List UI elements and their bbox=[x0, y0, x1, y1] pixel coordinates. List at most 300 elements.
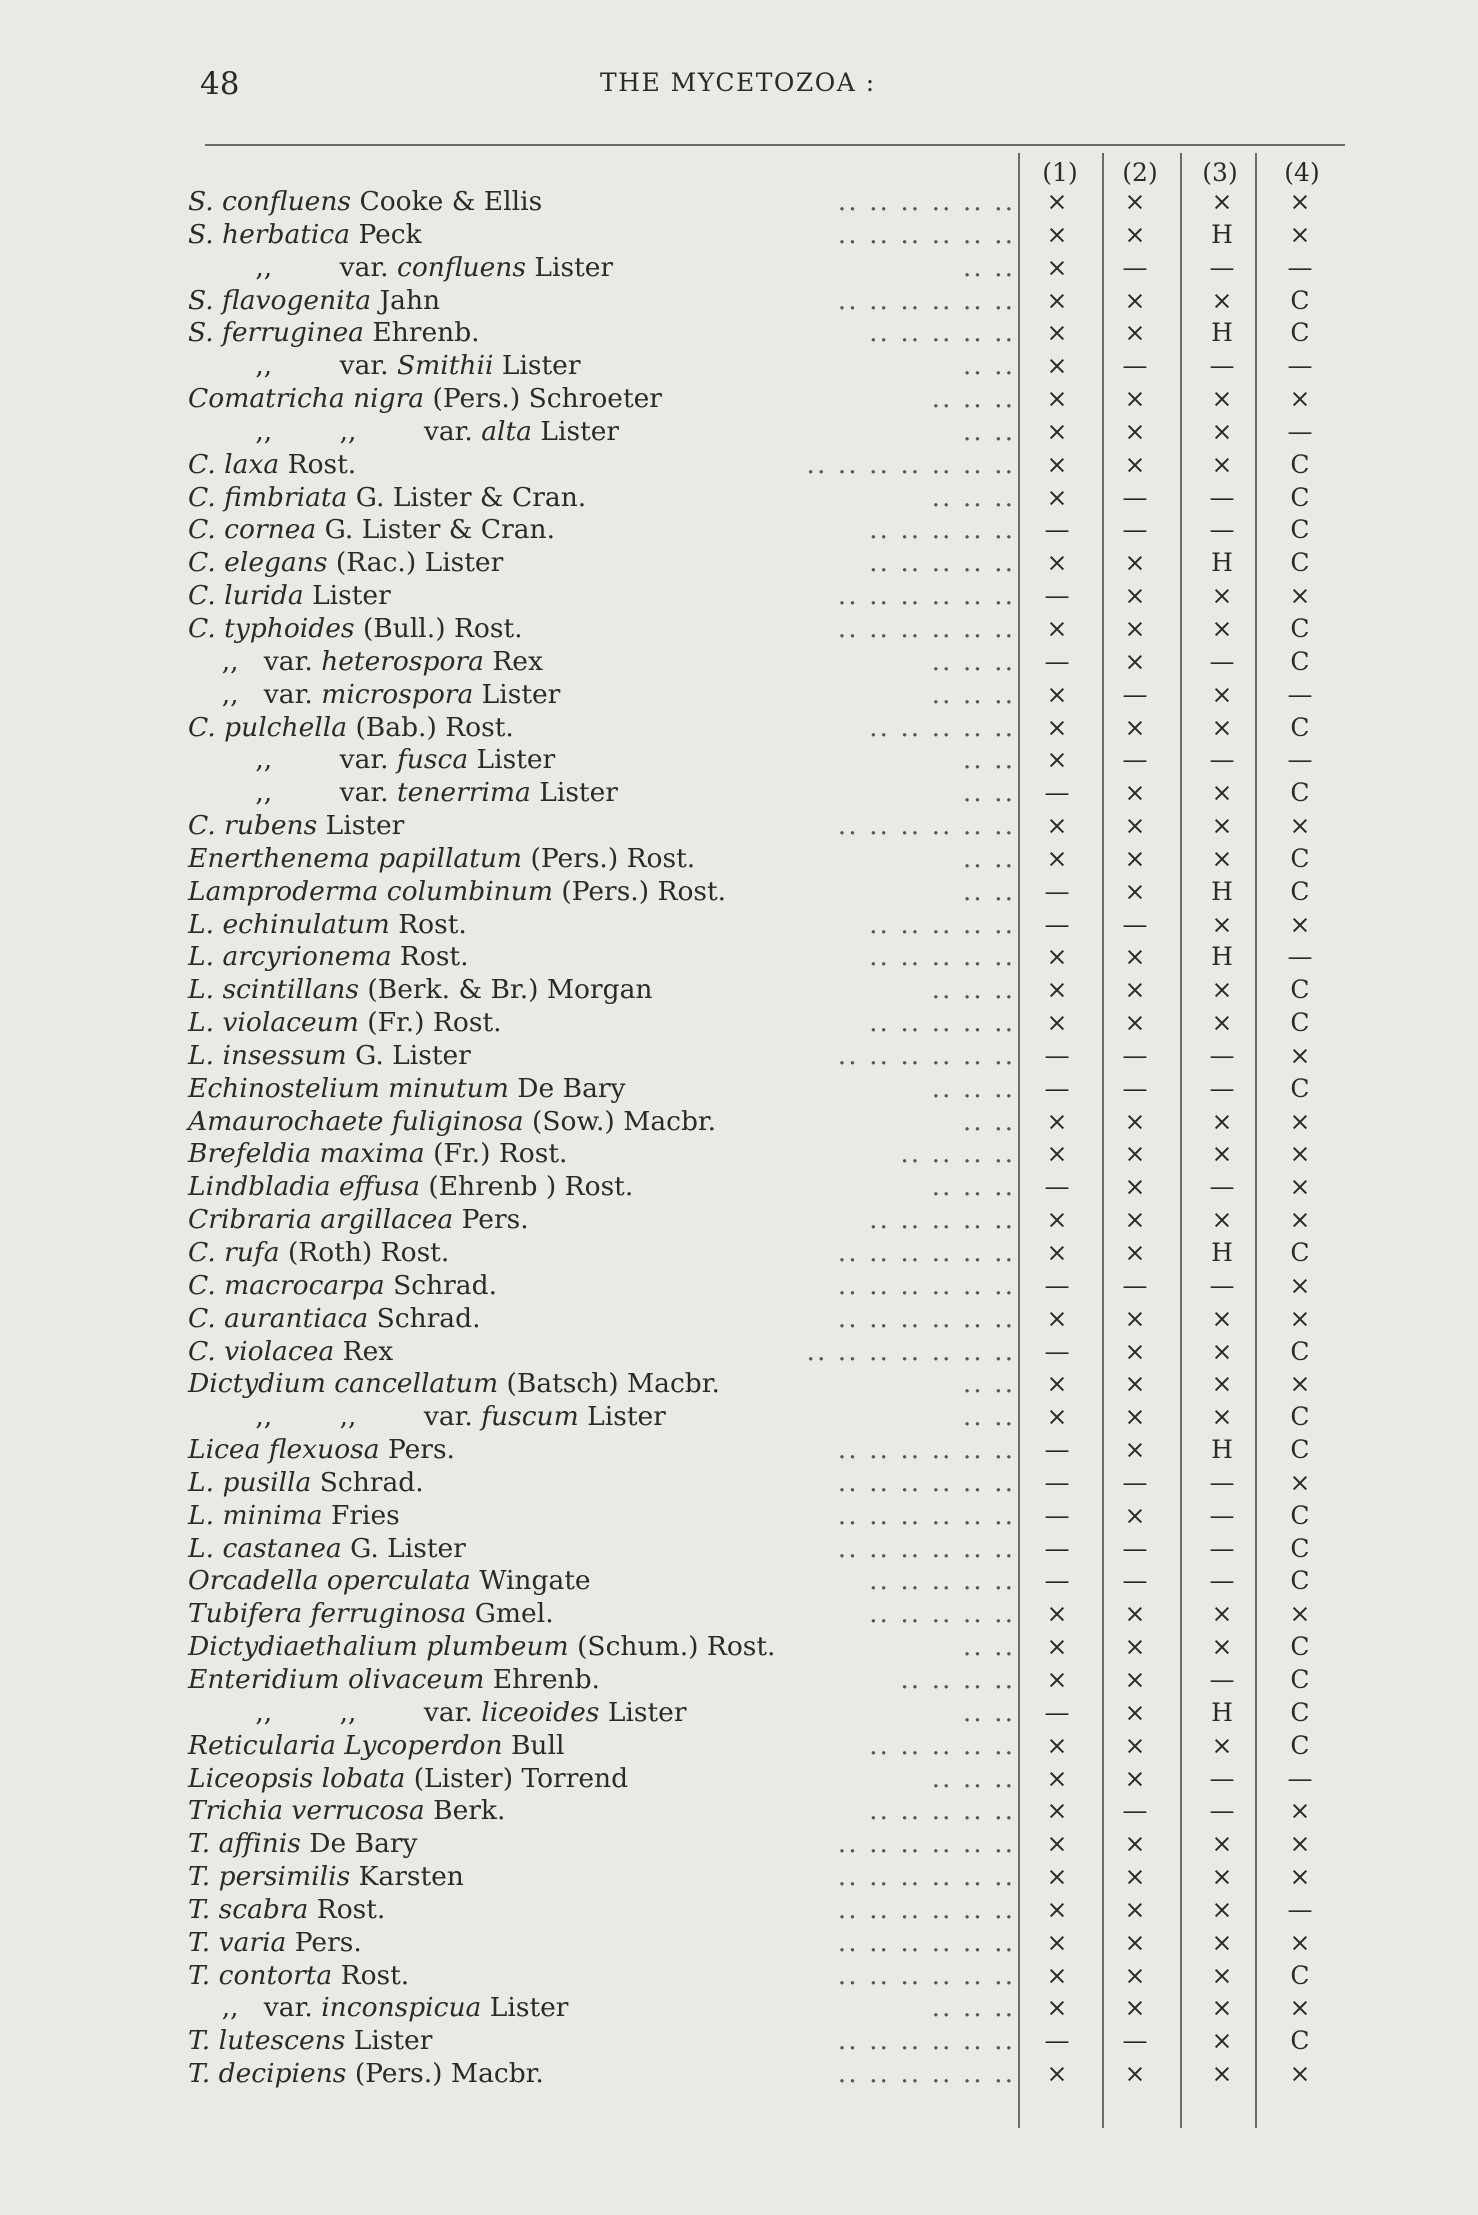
species-authority: Lister bbox=[493, 350, 581, 382]
leader-dots: .. .. .. .. .. .. bbox=[837, 612, 1015, 644]
cell-col-1: × bbox=[1046, 384, 1068, 414]
cell-col-2: — bbox=[1122, 1270, 1148, 1300]
species-italic: L. violaceum bbox=[188, 1007, 359, 1039]
species-name bbox=[188, 350, 581, 383]
leader-dots: .. .. .. bbox=[931, 974, 1015, 1006]
leader-dots: .. .. .. .. .. bbox=[869, 1565, 1015, 1597]
species-italic: liceoides bbox=[481, 1696, 600, 1728]
cell-col-1: — bbox=[1044, 778, 1070, 808]
cell-col-4: C bbox=[1290, 1500, 1310, 1530]
cell-col-4: × bbox=[1289, 1270, 1311, 1300]
species-name bbox=[188, 317, 480, 350]
cell-col-1: × bbox=[1046, 1205, 1068, 1235]
cell-col-3: H bbox=[1211, 1238, 1233, 1267]
table-row bbox=[0, 1894, 1478, 1927]
species-italic: L. pusilla bbox=[188, 1466, 312, 1498]
cell-col-3: — bbox=[1209, 1500, 1235, 1530]
species-authority: G. Lister & Cran. bbox=[347, 481, 587, 513]
cell-col-2: × bbox=[1124, 613, 1146, 643]
cell-col-2: × bbox=[1124, 1894, 1146, 1924]
page-title: THE MYCETOZOA : bbox=[600, 68, 876, 97]
name-prefix: ,, ,, var. bbox=[188, 1696, 482, 1728]
species-authority: (Ehrenb ) Rost. bbox=[419, 1171, 634, 1203]
cell-col-3: × bbox=[1211, 712, 1233, 742]
species-italic: C. pulchella bbox=[188, 711, 348, 743]
cell-col-3: × bbox=[1211, 384, 1233, 414]
cell-col-3: × bbox=[1211, 1927, 1233, 1957]
species-authority: Rost. bbox=[279, 448, 357, 480]
cell-col-3: × bbox=[1211, 1369, 1233, 1399]
leader-dots: .. .. .. .. .. .. bbox=[837, 1926, 1015, 1958]
species-italic: Lamproderma columbinum bbox=[188, 875, 553, 907]
cell-col-1: × bbox=[1046, 252, 1068, 282]
cell-col-4: — bbox=[1287, 679, 1313, 709]
cell-col-4: × bbox=[1289, 1369, 1311, 1399]
cell-col-2: — bbox=[1122, 745, 1148, 775]
cell-col-1: × bbox=[1046, 482, 1068, 512]
cell-col-1: × bbox=[1046, 187, 1068, 216]
table-row bbox=[0, 1992, 1478, 2025]
cell-col-2: × bbox=[1124, 219, 1146, 249]
cell-col-2: — bbox=[1122, 351, 1148, 381]
species-italic: C. typhoides bbox=[188, 612, 355, 644]
species-name bbox=[188, 613, 523, 646]
species-name bbox=[188, 1894, 385, 1927]
species-authority: Ehrenb. bbox=[484, 1663, 600, 1695]
table-row bbox=[0, 1598, 1478, 1631]
cell-col-2: × bbox=[1124, 1730, 1146, 1760]
cell-col-1: × bbox=[1046, 548, 1068, 578]
table-row bbox=[0, 482, 1478, 515]
species-name bbox=[188, 1007, 502, 1040]
cell-col-2: × bbox=[1124, 1862, 1146, 1892]
species-name bbox=[188, 1434, 455, 1467]
species-italic: C. laxa bbox=[188, 448, 280, 480]
cell-col-1: × bbox=[1046, 679, 1068, 709]
species-authority: Lister bbox=[317, 810, 405, 842]
cell-col-4: C bbox=[1290, 285, 1310, 315]
cell-col-1: — bbox=[1044, 2026, 1070, 2056]
species-italic: C. violacea bbox=[188, 1335, 335, 1367]
name-prefix: ,, ,, var. bbox=[188, 415, 482, 447]
cell-col-1: — bbox=[1044, 1435, 1070, 1465]
cell-col-3: H bbox=[1211, 219, 1233, 249]
leader-dots: .. .. .. .. .. .. bbox=[837, 1893, 1015, 1925]
table-row bbox=[0, 2025, 1478, 2058]
cell-col-4: C bbox=[1290, 482, 1310, 512]
leader-dots: .. .. bbox=[962, 744, 1015, 776]
cell-col-1: — bbox=[1044, 1336, 1070, 1366]
cell-col-2: × bbox=[1124, 1008, 1146, 1038]
species-authority: (Rac.) Lister bbox=[327, 547, 504, 579]
species-italic: C. rubens bbox=[188, 810, 318, 842]
cell-col-4: C bbox=[1290, 646, 1310, 676]
cell-col-4: × bbox=[1289, 1467, 1311, 1497]
name-prefix: ,, var. bbox=[188, 777, 397, 809]
leader-dots: .. .. .. .. .. bbox=[869, 941, 1015, 973]
table-row bbox=[0, 285, 1478, 318]
table-row bbox=[0, 876, 1478, 909]
name-prefix: ,, var. bbox=[188, 645, 322, 677]
species-italic: alta bbox=[481, 415, 532, 447]
cell-col-3: H bbox=[1211, 942, 1233, 972]
leader-dots: .. .. .. .. .. bbox=[869, 1795, 1015, 1827]
species-authority: Pers. bbox=[286, 1926, 362, 1958]
table-row bbox=[0, 744, 1478, 777]
species-name bbox=[188, 252, 613, 285]
cell-col-1: — bbox=[1044, 1566, 1070, 1596]
leader-dots: .. .. .. bbox=[931, 383, 1015, 415]
leader-dots: .. .. bbox=[962, 1696, 1015, 1728]
cell-col-2: × bbox=[1124, 581, 1146, 611]
cell-col-4: — bbox=[1287, 416, 1313, 446]
cell-col-2: × bbox=[1124, 1927, 1146, 1957]
cell-col-2: × bbox=[1124, 1829, 1146, 1859]
cell-col-1: — bbox=[1044, 581, 1070, 611]
cell-col-4: C bbox=[1290, 1664, 1310, 1694]
table-row bbox=[0, 1368, 1478, 1401]
cell-col-4: C bbox=[1290, 1730, 1310, 1760]
table-row bbox=[0, 383, 1478, 416]
cell-col-4: C bbox=[1290, 843, 1310, 873]
cell-col-3: × bbox=[1211, 581, 1233, 611]
species-italic: Amaurochaete fuliginosa bbox=[188, 1105, 524, 1137]
cell-col-4: C bbox=[1290, 1960, 1310, 1990]
species-name bbox=[188, 2058, 544, 2091]
cell-col-4: — bbox=[1287, 942, 1313, 972]
species-name bbox=[188, 1500, 400, 1533]
cell-col-4: C bbox=[1290, 1008, 1310, 1038]
cell-col-4: × bbox=[1289, 1139, 1311, 1169]
species-authority: Jahn bbox=[371, 284, 441, 316]
species-name bbox=[188, 909, 467, 942]
cell-col-1: × bbox=[1046, 1139, 1068, 1169]
cell-col-3: — bbox=[1209, 1467, 1235, 1497]
species-italic: L. echinulatum bbox=[188, 908, 390, 940]
cell-col-3: — bbox=[1209, 482, 1235, 512]
species-italic: T. varia bbox=[188, 1926, 287, 1958]
leader-dots: .. .. .. bbox=[931, 1072, 1015, 1104]
species-authority: Ehrenb. bbox=[363, 317, 480, 349]
species-name bbox=[188, 1401, 666, 1434]
cell-col-1: × bbox=[1046, 1993, 1068, 2023]
cell-col-1: × bbox=[1046, 1008, 1068, 1038]
species-name bbox=[188, 416, 619, 449]
cell-col-3: H bbox=[1211, 1435, 1233, 1465]
cell-col-1: — bbox=[1044, 646, 1070, 676]
leader-dots: .. .. bbox=[962, 251, 1015, 283]
table-row bbox=[0, 679, 1478, 712]
cell-col-2: × bbox=[1124, 1632, 1146, 1662]
species-name bbox=[188, 679, 560, 712]
leader-dots: .. .. .. .. .. bbox=[869, 514, 1015, 546]
species-authority: (Bab.) Rost. bbox=[347, 711, 514, 743]
cell-col-4: × bbox=[1289, 384, 1311, 414]
cell-col-3: × bbox=[1211, 1336, 1233, 1366]
table-row bbox=[0, 1040, 1478, 1073]
cell-col-2: — bbox=[1122, 1040, 1148, 1070]
cell-col-1: — bbox=[1044, 1697, 1070, 1727]
cell-col-4: C bbox=[1290, 1073, 1310, 1103]
cell-col-4: C bbox=[1290, 613, 1310, 643]
cell-col-1: × bbox=[1046, 1303, 1068, 1333]
species-italic: T. decipiens bbox=[188, 2058, 347, 2090]
column-header-1: (1) bbox=[1042, 158, 1078, 187]
cell-col-2: × bbox=[1124, 1993, 1146, 2023]
cell-col-2: × bbox=[1124, 1697, 1146, 1727]
species-name bbox=[188, 1960, 409, 1993]
species-name bbox=[188, 285, 440, 318]
species-italic: T. scabra bbox=[188, 1893, 309, 1925]
species-authority: Lister bbox=[303, 580, 391, 612]
cell-col-2: — bbox=[1122, 909, 1148, 939]
species-authority: (Berk. & Br.) Morgan bbox=[358, 974, 653, 1006]
cell-col-1: — bbox=[1044, 1467, 1070, 1497]
species-name bbox=[188, 1336, 393, 1369]
species-authority: Rost. bbox=[389, 908, 467, 940]
cell-col-2: × bbox=[1124, 548, 1146, 578]
species-authority: Fries bbox=[322, 1499, 400, 1531]
cell-col-1: — bbox=[1044, 1172, 1070, 1202]
species-name bbox=[188, 1828, 418, 1861]
header-rule bbox=[205, 144, 1345, 146]
cell-col-4: — bbox=[1287, 351, 1313, 381]
page-number: 48 bbox=[200, 66, 240, 102]
cell-col-2: — bbox=[1122, 1796, 1148, 1826]
cell-col-1: — bbox=[1044, 1533, 1070, 1563]
species-italic: heterospora bbox=[321, 645, 484, 677]
table-row bbox=[0, 1697, 1478, 1730]
species-name bbox=[188, 1992, 568, 2025]
species-italic: L. castanea bbox=[188, 1532, 342, 1564]
cell-col-3: × bbox=[1211, 1205, 1233, 1235]
table-row bbox=[0, 712, 1478, 745]
species-name bbox=[188, 514, 555, 547]
leader-dots: .. .. .. .. .. .. bbox=[837, 580, 1015, 612]
leader-dots: .. .. bbox=[962, 415, 1015, 447]
leader-dots: .. .. .. .. .. .. bbox=[837, 1466, 1015, 1498]
column-header-3: (3) bbox=[1202, 158, 1238, 187]
leader-dots: .. .. bbox=[962, 350, 1015, 382]
name-prefix: ,, var. bbox=[188, 350, 397, 382]
leader-dots: .. .. .. .. .. bbox=[869, 1204, 1015, 1236]
cell-col-3: × bbox=[1211, 909, 1233, 939]
cell-col-4: — bbox=[1287, 1763, 1313, 1793]
leader-dots: .. .. .. bbox=[931, 1171, 1015, 1203]
cell-col-1: × bbox=[1046, 416, 1068, 446]
cell-col-2: × bbox=[1124, 285, 1146, 315]
cell-col-3: — bbox=[1209, 515, 1235, 545]
cell-col-4: × bbox=[1289, 1599, 1311, 1629]
species-italic: Lindbladia effusa bbox=[188, 1171, 420, 1203]
leader-dots: .. .. .. bbox=[931, 1762, 1015, 1794]
cell-col-4: × bbox=[1289, 1862, 1311, 1892]
species-italic: L. minima bbox=[188, 1499, 323, 1531]
cell-col-3: × bbox=[1211, 1632, 1233, 1662]
leader-dots: .. .. bbox=[962, 1631, 1015, 1663]
cell-col-1: — bbox=[1044, 1040, 1070, 1070]
cell-col-1: × bbox=[1046, 1829, 1068, 1859]
cell-col-4: × bbox=[1289, 1172, 1311, 1202]
species-italic: S. ferruginea bbox=[188, 317, 364, 349]
leader-dots: .. .. .. .. .. .. bbox=[837, 810, 1015, 842]
leader-dots: .. .. .. .. .. .. bbox=[837, 1302, 1015, 1334]
cell-col-3: × bbox=[1211, 2026, 1233, 2056]
species-authority: (Schum.) Rost. bbox=[568, 1631, 776, 1663]
table-row bbox=[0, 1303, 1478, 1336]
table-row bbox=[0, 1861, 1478, 1894]
species-italic: fuscum bbox=[481, 1401, 579, 1433]
leader-dots: .. .. bbox=[962, 1105, 1015, 1137]
species-authority: (Bull.) Rost. bbox=[354, 612, 523, 644]
cell-col-4: × bbox=[1289, 1796, 1311, 1826]
table-row bbox=[0, 1270, 1478, 1303]
species-italic: C. aurantiaca bbox=[188, 1302, 369, 1334]
species-authority: De Bary bbox=[300, 1828, 418, 1860]
cell-col-4: × bbox=[1289, 1993, 1311, 2023]
cell-col-3: — bbox=[1209, 1664, 1235, 1694]
cell-col-3: × bbox=[1211, 416, 1233, 446]
cell-col-3: — bbox=[1209, 646, 1235, 676]
species-italic: C. macrocarpa bbox=[188, 1269, 385, 1301]
species-name bbox=[188, 449, 356, 482]
species-authority: Rost. bbox=[308, 1893, 386, 1925]
cell-col-3: × bbox=[1211, 1139, 1233, 1169]
species-name bbox=[188, 941, 469, 974]
species-name bbox=[188, 219, 422, 252]
cell-col-2: × bbox=[1124, 2059, 1146, 2089]
table-row bbox=[0, 1927, 1478, 1960]
cell-col-3: × bbox=[1211, 613, 1233, 643]
cell-col-4: C bbox=[1290, 515, 1310, 545]
leader-dots: .. .. bbox=[962, 1368, 1015, 1400]
species-italic: C. lurida bbox=[188, 580, 304, 612]
table-row bbox=[0, 514, 1478, 547]
cell-col-4: C bbox=[1290, 318, 1310, 348]
table-row bbox=[0, 1434, 1478, 1467]
cell-col-3: × bbox=[1211, 2059, 1233, 2089]
cell-col-1: × bbox=[1046, 1894, 1068, 1924]
cell-col-1: × bbox=[1046, 1664, 1068, 1694]
species-authority: (Pers.) Macbr. bbox=[346, 2058, 544, 2090]
species-italic: Liceopsis lobata bbox=[188, 1762, 406, 1794]
species-authority: (Pers.) Rost. bbox=[522, 842, 696, 874]
leader-dots: .. .. .. .. .. .. bbox=[837, 218, 1015, 250]
cell-col-4: — bbox=[1287, 252, 1313, 282]
cell-col-3: × bbox=[1211, 1402, 1233, 1432]
species-italic: Tubifera ferruginosa bbox=[188, 1598, 467, 1630]
species-authority: Schrad. bbox=[384, 1269, 497, 1301]
table-row bbox=[0, 1763, 1478, 1796]
species-authority: (Pers.) Rost. bbox=[552, 875, 727, 907]
species-authority: De Bary bbox=[508, 1072, 626, 1104]
species-name bbox=[188, 1467, 424, 1500]
cell-col-2: × bbox=[1124, 187, 1146, 216]
leader-dots: .. .. .. .. .. bbox=[869, 1007, 1015, 1039]
cell-col-2: × bbox=[1124, 1960, 1146, 1990]
cell-col-1: × bbox=[1046, 1238, 1068, 1267]
cell-col-2: — bbox=[1122, 2026, 1148, 2056]
leader-dots: .. .. .. .. .. .. bbox=[837, 1532, 1015, 1564]
table-row bbox=[0, 974, 1478, 1007]
cell-col-4: × bbox=[1289, 1205, 1311, 1235]
table-row bbox=[0, 810, 1478, 843]
leader-dots: .. .. .. .. .. .. bbox=[837, 186, 1015, 217]
species-name bbox=[188, 1861, 464, 1894]
cell-col-3: — bbox=[1209, 1533, 1235, 1563]
cell-col-3: — bbox=[1209, 1073, 1235, 1103]
table-row bbox=[0, 219, 1478, 252]
table-row bbox=[0, 580, 1478, 613]
cell-col-1: × bbox=[1046, 1796, 1068, 1826]
cell-col-4: × bbox=[1289, 581, 1311, 611]
cell-col-4: × bbox=[1289, 1040, 1311, 1070]
cell-col-4: C bbox=[1290, 778, 1310, 808]
species-authority: Lister bbox=[473, 678, 561, 710]
species-italic: T. lutescens bbox=[188, 2025, 346, 2057]
species-name bbox=[188, 580, 391, 613]
species-name bbox=[188, 1040, 471, 1073]
table-row bbox=[0, 843, 1478, 876]
species-italic: Smithii bbox=[397, 350, 494, 382]
cell-col-2: × bbox=[1124, 384, 1146, 414]
cell-col-3: × bbox=[1211, 285, 1233, 315]
species-authority: G. Lister & Cran. bbox=[316, 514, 556, 546]
species-name bbox=[188, 646, 543, 679]
cell-col-2: × bbox=[1124, 778, 1146, 808]
species-authority: (Sow.) Macbr. bbox=[523, 1105, 717, 1137]
cell-col-2: × bbox=[1124, 1435, 1146, 1465]
species-authority: G. Lister bbox=[346, 1039, 471, 1071]
table-row bbox=[0, 1664, 1478, 1697]
table-row bbox=[0, 547, 1478, 580]
leader-dots: .. .. .. .. .. .. bbox=[837, 1237, 1015, 1268]
species-name bbox=[188, 1204, 529, 1237]
cell-col-2: × bbox=[1124, 1763, 1146, 1793]
leader-dots: .. .. .. .. .. .. bbox=[837, 1039, 1015, 1071]
cell-col-2: × bbox=[1124, 416, 1146, 446]
cell-col-4: C bbox=[1290, 2026, 1310, 2056]
species-authority: Rost. bbox=[332, 1959, 410, 1991]
cell-col-1: × bbox=[1046, 613, 1068, 643]
cell-col-3: × bbox=[1211, 1993, 1233, 2023]
species-name bbox=[188, 383, 662, 416]
species-authority: Lister bbox=[578, 1401, 666, 1433]
table-row bbox=[0, 1106, 1478, 1139]
species-italic: S. confluens bbox=[188, 186, 352, 217]
table-row bbox=[0, 1138, 1478, 1171]
cell-col-2: × bbox=[1124, 1172, 1146, 1202]
cell-col-2: × bbox=[1124, 449, 1146, 479]
cell-col-1: × bbox=[1046, 942, 1068, 972]
cell-col-1: × bbox=[1046, 1862, 1068, 1892]
species-name bbox=[188, 1927, 362, 1960]
cell-col-3: H bbox=[1211, 876, 1233, 906]
leader-dots: .. .. bbox=[962, 1401, 1015, 1433]
species-name bbox=[188, 974, 653, 1007]
cell-col-4: × bbox=[1289, 909, 1311, 939]
table-row bbox=[0, 1467, 1478, 1500]
cell-col-1: — bbox=[1044, 1500, 1070, 1530]
cell-col-4: × bbox=[1289, 811, 1311, 841]
cell-col-4: C bbox=[1290, 1238, 1310, 1267]
cell-col-3: × bbox=[1211, 187, 1233, 216]
leader-dots: .. .. .. .. .. .. bbox=[837, 1959, 1015, 1991]
species-authority: Peck bbox=[350, 218, 422, 250]
cell-col-4: C bbox=[1290, 1533, 1310, 1563]
cell-col-1: × bbox=[1046, 1106, 1068, 1136]
cell-col-1: × bbox=[1046, 1763, 1068, 1793]
